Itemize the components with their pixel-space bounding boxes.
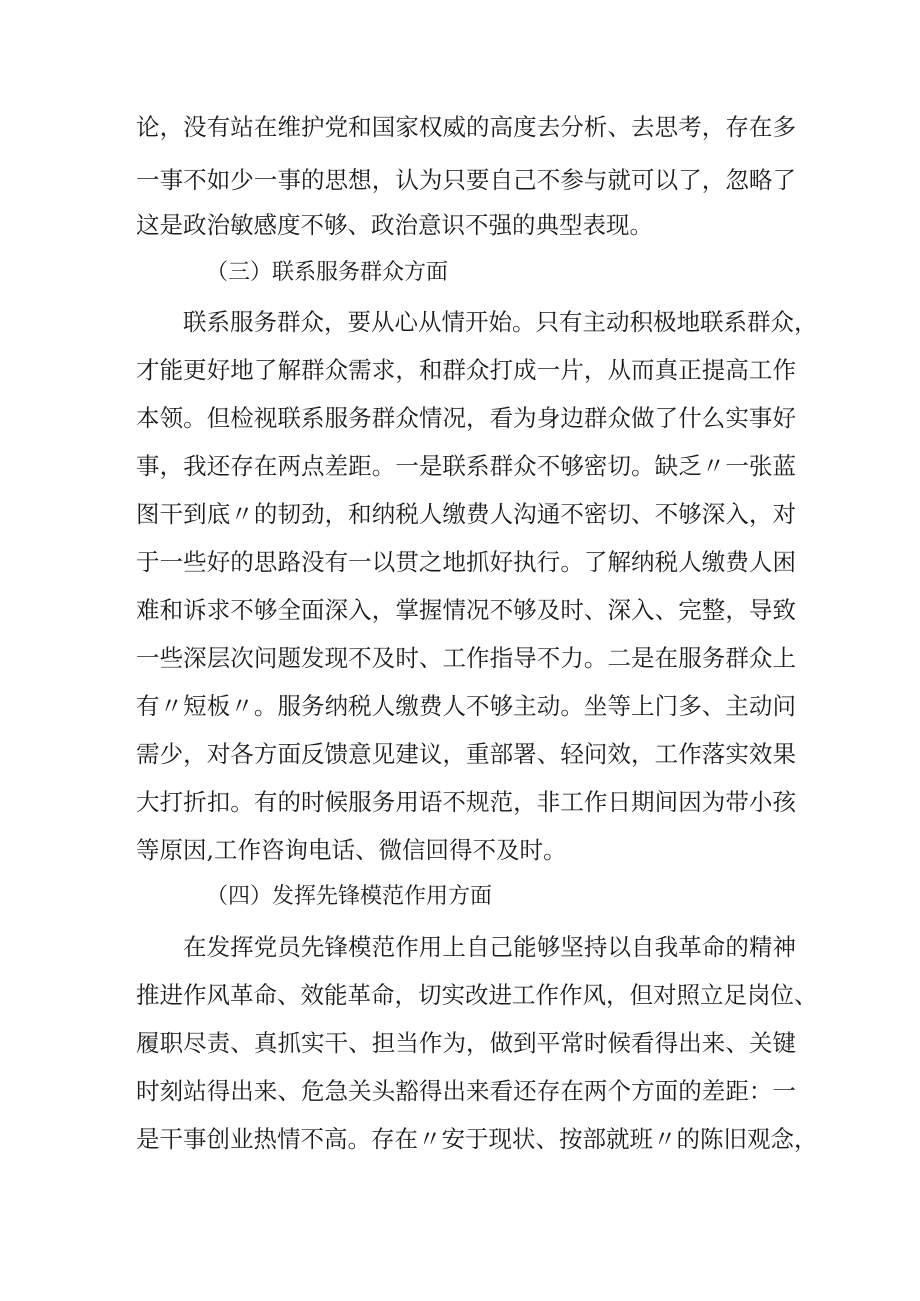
paragraph-2-line-9: 有〃短板〃。服务纳税人缴费人不够主动。坐等上门多、主动问	[136, 692, 796, 720]
paragraph-3-line-3: 履职尽责、真抓实干、担当作为，做到平常时候看得出来、关键	[136, 1029, 796, 1057]
paragraph-1-line-2: 一事不如少一事的思想，认为只要自己不参与就可以了，忽略了	[136, 166, 796, 194]
paragraph-2-line-2: 才能更好地了解群众需求，和群众打成一片，从而真正提高工作	[136, 356, 796, 384]
paragraph-2-line-11: 大打折扣。有的时候服务用语不规范，非工作日期间因为带小孩	[136, 788, 796, 816]
section-heading-4: （四）发挥先锋模范作用方面	[206, 884, 493, 909]
paragraph-2-line-3: 本领。但检视联系服务群众情况，看为身边群众做了什么实事好	[136, 404, 796, 432]
paragraph-2-line-1: 联系服务群众，要从心从情开始。只有主动积极地联系群众，	[183, 308, 818, 336]
paragraph-2-line-7: 难和诉求不够全面深入，掌握情况不够及时、深入、完整，导致	[136, 596, 796, 624]
paragraph-1-line-3: 这是政治敏感度不够、政治意识不强的典型表现。	[136, 211, 653, 239]
paragraph-2-line-8: 一些深层次问题发现不及时、工作指导不力。二是在服务群众上	[136, 644, 796, 672]
paragraph-2-line-5: 图干到底〃的韧劲，和纳税人缴费人沟通不密切、不够深入，对	[136, 500, 796, 528]
paragraph-2-line-12: 等原因,工作咨询电话、微信回得不及时。	[136, 836, 567, 864]
paragraph-1-line-1: 论，没有站在维护党和国家权威的高度去分析、去思考，存在多	[136, 113, 796, 141]
paragraph-3-line-5: 是干事创业热情不高。存在〃安于现状、按部就班〃的陈旧观念，	[136, 1125, 818, 1153]
paragraph-3-line-2: 推进作风革命、效能革命，切实改进工作作风，但对照立足岗位、	[136, 981, 818, 1009]
section-heading-3: （三）联系服务群众方面	[206, 260, 449, 285]
paragraph-2-line-10: 需少，对各方面反馈意见建议，重部署、轻问效，工作落实效果	[136, 740, 796, 768]
paragraph-2-line-4: 事，我还存在两点差距。一是联系群众不够密切。缺乏〃一张蓝	[136, 452, 796, 480]
paragraph-2-line-6: 于一些好的思路没有一以贯之地抓好执行。了解纳税人缴费人困	[136, 548, 796, 576]
paragraph-3-line-1: 在发挥党员先锋模范作用上自己能够坚持以自我革命的精神	[183, 933, 796, 961]
paragraph-3-line-4: 时刻站得出来、危急关头豁得出来看还存在两个方面的差距：一	[136, 1077, 796, 1105]
